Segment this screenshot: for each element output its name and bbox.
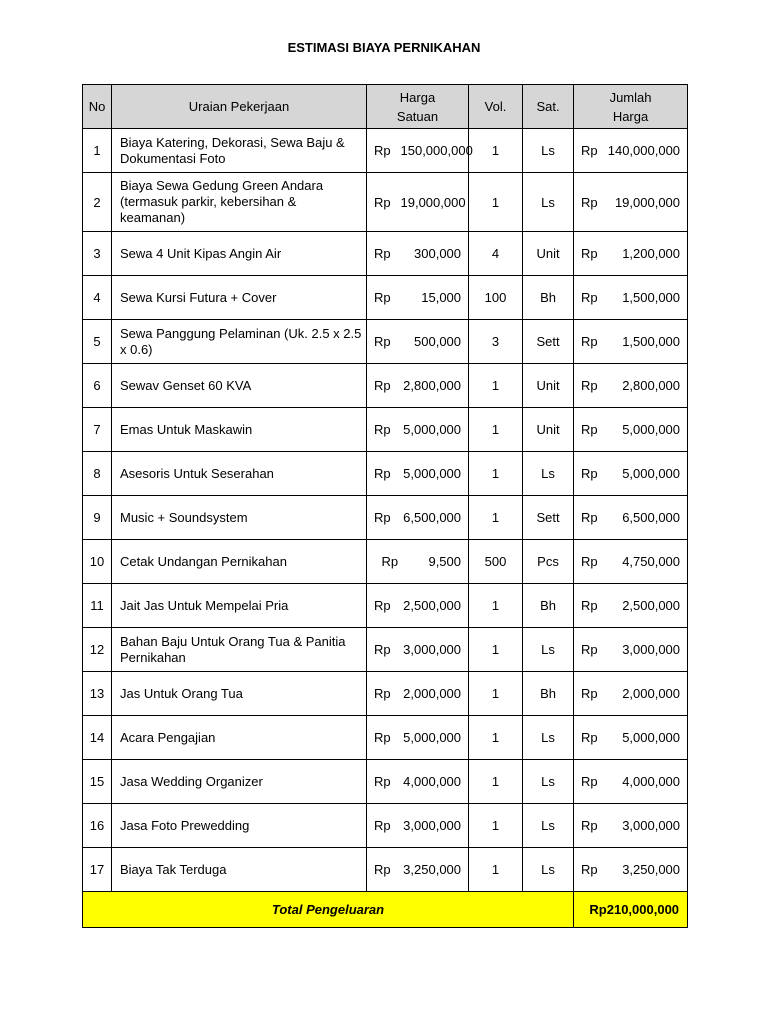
row-harga-currency: Rp: [367, 173, 401, 232]
row-harga-currency: Rp: [367, 584, 401, 628]
table-row: [83, 496, 688, 540]
table-row: [83, 628, 688, 672]
row-jumlah-currency: Rp: [574, 628, 608, 672]
row-harga-currency: Rp: [367, 129, 401, 173]
row-description: [112, 276, 367, 320]
row-sat: Unit: [523, 232, 574, 276]
row-vol: 1: [469, 496, 523, 540]
table-row: [83, 408, 688, 452]
row-jumlah-currency: Rp: [574, 496, 608, 540]
table-row: [83, 760, 688, 804]
row-description: [112, 129, 367, 173]
row-sat: Bh: [523, 276, 574, 320]
row-jumlah-currency: Rp: [574, 452, 608, 496]
row-harga-currency: Rp: [367, 540, 401, 584]
row-vol: 1: [469, 452, 523, 496]
row-jumlah-harga: 5,000,000: [608, 408, 688, 452]
row-harga-satuan: 3,000,000: [401, 628, 469, 672]
row-harga-satuan: 2,500,000: [401, 584, 469, 628]
row-harga-currency: Rp: [367, 628, 401, 672]
row-sat: Ls: [523, 760, 574, 804]
row-no: 1: [83, 129, 112, 173]
row-vol: 1: [469, 848, 523, 892]
row-no: 10: [83, 540, 112, 584]
row-harga-currency: Rp: [367, 804, 401, 848]
row-harga-satuan: 5,000,000: [401, 452, 469, 496]
row-jumlah-harga: 140,000,000: [608, 129, 688, 173]
cost-table: [82, 84, 688, 928]
row-description: [112, 584, 367, 628]
row-jumlah-currency: Rp: [574, 584, 608, 628]
row-jumlah-harga: 6,500,000: [608, 496, 688, 540]
row-harga-satuan: 5,000,000: [401, 408, 469, 452]
row-no: 3: [83, 232, 112, 276]
table-header-row: [83, 85, 688, 129]
row-no: 8: [83, 452, 112, 496]
row-harga-satuan: 300,000: [401, 232, 469, 276]
header-uraian: Uraian Pekerjaan: [112, 85, 367, 129]
row-vol: 4: [469, 232, 523, 276]
row-description: [112, 628, 367, 672]
document-title: ESTIMASI BIAYA PERNIKAHAN: [287, 40, 481, 55]
row-description-line: Jasa Foto Prewedding: [120, 817, 250, 833]
table-row: [83, 540, 688, 584]
row-no: 9: [83, 496, 112, 540]
table-row: [83, 320, 688, 364]
header-jumlah-line2: Harga: [612, 108, 649, 124]
row-description-line: Music + Soundsystem: [120, 509, 248, 525]
row-vol: 500: [469, 540, 523, 584]
table-row: [83, 716, 688, 760]
row-jumlah-currency: Rp: [574, 760, 608, 804]
row-no: 13: [83, 672, 112, 716]
row-harga-satuan: 150,000,000: [401, 129, 469, 173]
row-description: [112, 173, 367, 232]
header-vol: Vol.: [469, 85, 523, 129]
total-label: Total Pengeluaran: [83, 892, 574, 928]
header-harga-satuan: [367, 85, 469, 129]
row-sat: Unit: [523, 364, 574, 408]
row-description: [112, 232, 367, 276]
row-jumlah-harga: 3,000,000: [608, 804, 688, 848]
total-row: [83, 892, 688, 928]
row-description: [112, 408, 367, 452]
table-body: [83, 129, 688, 892]
row-jumlah-harga: 1,500,000: [608, 276, 688, 320]
row-harga-satuan: 15,000: [401, 276, 469, 320]
table-row: [83, 129, 688, 173]
row-jumlah-currency: Rp: [574, 232, 608, 276]
row-jumlah-harga: 19,000,000: [608, 173, 688, 232]
row-harga-currency: Rp: [367, 408, 401, 452]
row-jumlah-harga: 1,200,000: [608, 232, 688, 276]
row-description-line: Bahan Baju Untuk Orang Tua & Panitia: [120, 633, 346, 649]
row-description: [112, 540, 367, 584]
row-description-line: Dokumentasi Foto: [120, 150, 226, 166]
row-sat: Unit: [523, 408, 574, 452]
row-description: [112, 804, 367, 848]
row-description-line: Jas Untuk Orang Tua: [120, 685, 243, 701]
row-sat: Ls: [523, 848, 574, 892]
row-jumlah-harga: 2,500,000: [608, 584, 688, 628]
row-harga-satuan: 3,250,000: [401, 848, 469, 892]
row-harga-currency: Rp: [367, 672, 401, 716]
row-sat: Ls: [523, 129, 574, 173]
row-description-line: Pernikahan: [120, 649, 186, 665]
row-harga-satuan: 2,000,000: [401, 672, 469, 716]
header-sat: Sat.: [523, 85, 574, 129]
row-harga-satuan: 9,500: [401, 540, 469, 584]
table-row: [83, 584, 688, 628]
row-harga-currency: Rp: [367, 716, 401, 760]
row-jumlah-currency: Rp: [574, 716, 608, 760]
row-sat: Ls: [523, 452, 574, 496]
row-harga-satuan: 4,000,000: [401, 760, 469, 804]
row-vol: 1: [469, 173, 523, 232]
row-jumlah-currency: Rp: [574, 129, 608, 173]
row-no: 12: [83, 628, 112, 672]
row-description-line: Sewav Genset 60 KVA: [120, 377, 252, 393]
row-description-line: Emas Untuk Maskawin: [120, 421, 253, 437]
row-description: [112, 848, 367, 892]
row-harga-currency: Rp: [367, 848, 401, 892]
row-description-line: Jasa Wedding Organizer: [120, 773, 263, 789]
table-row: [83, 276, 688, 320]
row-description-line: Sewa Kursi Futura + Cover: [120, 289, 277, 305]
row-no: 7: [83, 408, 112, 452]
row-vol: 1: [469, 672, 523, 716]
row-harga-currency: Rp: [367, 452, 401, 496]
row-sat: Pcs: [523, 540, 574, 584]
row-no: 2: [83, 173, 112, 232]
total-amount: Rp210,000,000: [574, 892, 688, 928]
header-harga-line1: Harga: [399, 89, 436, 105]
row-no: 6: [83, 364, 112, 408]
row-description-line: Biaya Tak Terduga: [120, 861, 227, 877]
row-jumlah-currency: Rp: [574, 364, 608, 408]
row-description-line: keamanan): [120, 210, 186, 225]
row-no: 17: [83, 848, 112, 892]
row-jumlah-currency: Rp: [574, 848, 608, 892]
row-harga-satuan: 5,000,000: [401, 716, 469, 760]
row-description-line: (termasuk parkir, kebersihan &: [120, 194, 297, 209]
row-sat: Bh: [523, 672, 574, 716]
row-description-line: Sewa Panggung Pelaminan (Uk. 2.5 x 2.5: [120, 325, 362, 341]
row-harga-satuan: 3,000,000: [401, 804, 469, 848]
row-description-line: Biaya Sewa Gedung Green Andara: [120, 178, 324, 193]
row-no: 14: [83, 716, 112, 760]
row-jumlah-harga: 5,000,000: [608, 452, 688, 496]
row-sat: Ls: [523, 173, 574, 232]
header-no: No: [83, 85, 112, 129]
row-vol: 1: [469, 628, 523, 672]
header-harga-line2: Satuan: [396, 108, 439, 124]
row-description: [112, 320, 367, 364]
row-sat: Bh: [523, 584, 574, 628]
row-no: 15: [83, 760, 112, 804]
row-vol: 3: [469, 320, 523, 364]
row-harga-currency: Rp: [367, 276, 401, 320]
row-vol: 1: [469, 364, 523, 408]
row-description-line: x 0.6): [120, 341, 153, 357]
row-description: [112, 364, 367, 408]
table-row: [83, 452, 688, 496]
row-no: 4: [83, 276, 112, 320]
row-description-line: Sewa 4 Unit Kipas Angin Air: [120, 245, 282, 261]
row-jumlah-harga: 2,800,000: [608, 364, 688, 408]
table-row: [83, 848, 688, 892]
row-vol: 1: [469, 408, 523, 452]
row-sat: Sett: [523, 496, 574, 540]
row-vol: 1: [469, 760, 523, 804]
row-no: 11: [83, 584, 112, 628]
row-description-line: Cetak Undangan Pernikahan: [120, 553, 287, 569]
row-harga-currency: Rp: [367, 364, 401, 408]
row-jumlah-currency: Rp: [574, 804, 608, 848]
row-harga-satuan: 6,500,000: [401, 496, 469, 540]
row-jumlah-harga: 3,250,000: [608, 848, 688, 892]
table-row: [83, 173, 688, 232]
row-jumlah-currency: Rp: [574, 540, 608, 584]
row-jumlah-currency: Rp: [574, 173, 608, 232]
table-row: [83, 232, 688, 276]
table-row: [83, 804, 688, 848]
table-row: [83, 364, 688, 408]
row-vol: 1: [469, 804, 523, 848]
row-sat: Ls: [523, 628, 574, 672]
row-harga-satuan: 19,000,000: [401, 173, 469, 232]
row-jumlah-currency: Rp: [574, 276, 608, 320]
header-jumlah-harga: [574, 85, 688, 129]
row-harga-currency: Rp: [367, 760, 401, 804]
row-description-line: Acara Pengajian: [120, 729, 216, 745]
row-vol: 100: [469, 276, 523, 320]
row-jumlah-currency: Rp: [574, 320, 608, 364]
row-sat: Sett: [523, 320, 574, 364]
row-harga-currency: Rp: [367, 320, 401, 364]
row-jumlah-harga: 1,500,000: [608, 320, 688, 364]
row-harga-satuan: 2,800,000: [401, 364, 469, 408]
row-harga-currency: Rp: [367, 496, 401, 540]
row-sat: Ls: [523, 716, 574, 760]
row-description-line: Asesoris Untuk Seserahan: [120, 465, 274, 481]
row-jumlah-harga: 5,000,000: [608, 716, 688, 760]
row-vol: 1: [469, 584, 523, 628]
row-jumlah-harga: 3,000,000: [608, 628, 688, 672]
row-description-line: Biaya Katering, Dekorasi, Sewa Baju &: [120, 134, 345, 150]
row-description: [112, 672, 367, 716]
row-no: 16: [83, 804, 112, 848]
row-no: 5: [83, 320, 112, 364]
row-description: [112, 496, 367, 540]
row-description: [112, 716, 367, 760]
row-harga-currency: Rp: [367, 232, 401, 276]
row-jumlah-harga: 4,000,000: [608, 760, 688, 804]
row-sat: Ls: [523, 804, 574, 848]
row-description: [112, 452, 367, 496]
row-jumlah-currency: Rp: [574, 408, 608, 452]
row-jumlah-harga: 4,750,000: [608, 540, 688, 584]
header-jumlah-line1: Jumlah: [609, 89, 652, 105]
row-description-line: Jait Jas Untuk Mempelai Pria: [120, 597, 289, 613]
table-row: [83, 672, 688, 716]
row-jumlah-currency: Rp: [574, 672, 608, 716]
row-harga-satuan: 500,000: [401, 320, 469, 364]
row-jumlah-harga: 2,000,000: [608, 672, 688, 716]
row-vol: 1: [469, 716, 523, 760]
row-description: [112, 760, 367, 804]
row-vol: 1: [469, 129, 523, 173]
